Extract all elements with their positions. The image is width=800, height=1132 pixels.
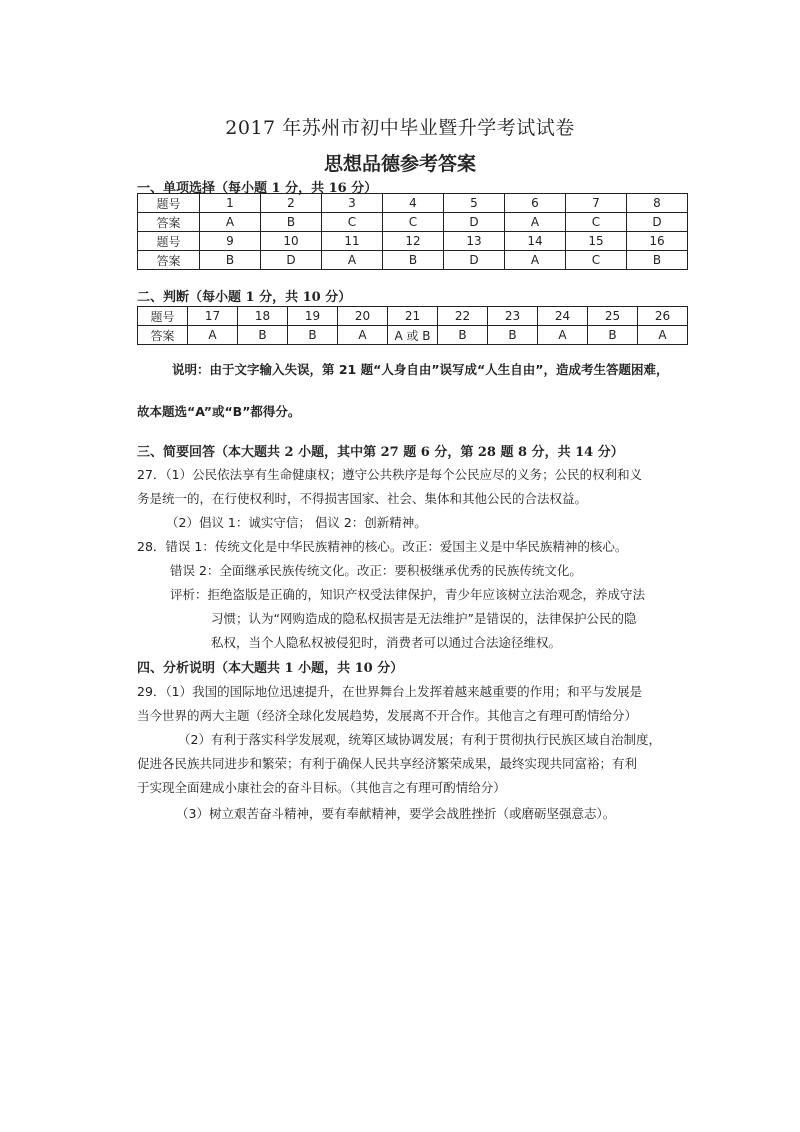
note-line-2: 故本题选“A”或“B”都得分。 (137, 404, 301, 419)
table-cell: 9 (200, 232, 261, 251)
table-cell: A (338, 326, 388, 345)
table-cell: 13 (444, 232, 505, 251)
answer-line: 促进各民族共同进步和繁荣；有利于确保人民共享经济繁荣成果，最终实现共同富裕；有利 (137, 756, 638, 771)
row-label-answer: 答案 (138, 213, 200, 232)
table-cell: 22 (438, 307, 488, 326)
table-cell: 3 (322, 194, 383, 213)
answer-line: 28．错误 1：传统文化是中华民族精神的核心。改正：爱国主义是中华民族精神的核心。 (137, 539, 628, 554)
section1-heading: 一、单项选择（每小题 1 分，共 16 分） (137, 181, 378, 196)
table-cell: C (383, 213, 444, 232)
table-cell: 16 (627, 232, 688, 251)
answer-line: 于实现全面建成小康社会的奋斗目标。（其他言之有理可酌情给分） (137, 780, 506, 795)
table-cell: 21 (388, 307, 438, 326)
table-cell: B (438, 326, 488, 345)
table-cell: A (638, 326, 688, 345)
row-label-question: 题号 (138, 194, 200, 213)
section4-heading: 四、分析说明（本大题共 1 小题，共 10 分） (137, 661, 404, 676)
table-cell: D (627, 213, 688, 232)
table-row (138, 251, 688, 270)
table-cell: 10 (261, 232, 322, 251)
row-label-question: 题号 (138, 307, 188, 326)
answer-line: 当今世界的两大主题（经济全球化发展趋势，发展离不开合作。其他言之有理可酌情给分） (137, 708, 638, 723)
table-cell: C (566, 251, 627, 270)
section2-heading: 二、判断（每小题 1 分，共 10 分） (137, 290, 352, 305)
table-cell: A (505, 213, 566, 232)
table-cell: C (322, 213, 383, 232)
table-cell: B (588, 326, 638, 345)
answer-line: （2）倡议 1：诚实守信； 倡议 2：创新精神。 (166, 515, 427, 530)
table-cell: 12 (383, 232, 444, 251)
table-cell: 1 (200, 194, 261, 213)
table-cell: B (488, 326, 538, 345)
table-cell: A (322, 251, 383, 270)
answer-line: 29．（1）我国的国际地位迅速提升，在世界舞台上发挥着越来越重要的作用；和平与发展是 (137, 684, 643, 699)
table-cell: A (188, 326, 238, 345)
section3-heading: 三、简要回答（本大题共 2 小题，其中第 27 题 6 分，第 28 题 8 分，共 14 分） (137, 445, 624, 460)
table-cell: B (261, 213, 322, 232)
table-cell: B (627, 251, 688, 270)
answer-line: 习惯；认为“网购造成的隐私权损害是无法维护”是错误的，法律保护公民的隐 (211, 611, 637, 626)
answer-key-subtitle: 思想品德参考答案 (323, 153, 476, 175)
table-cell: 6 (505, 194, 566, 213)
table-cell: D (444, 251, 505, 270)
table-cell: 15 (566, 232, 627, 251)
row-label-answer: 答案 (138, 326, 188, 345)
table-cell: B (288, 326, 338, 345)
table-cell: 23 (488, 307, 538, 326)
table-cell: 8 (627, 194, 688, 213)
table-cell: 19 (288, 307, 338, 326)
table-cell: 20 (338, 307, 388, 326)
table-cell: A (538, 326, 588, 345)
table-cell: A (200, 213, 261, 232)
table-cell: 11 (322, 232, 383, 251)
answer-line: （2）有利于落实科学发展观，统筹区域协调发展；有利于贯彻执行民族区域自治制度， (178, 732, 661, 747)
table-cell: 14 (505, 232, 566, 251)
table-cell: 17 (188, 307, 238, 326)
table-cell: 26 (638, 307, 688, 326)
table-cell: D (444, 213, 505, 232)
table-cell: 4 (383, 194, 444, 213)
table-row (138, 194, 688, 213)
answer-line: （3）树立艰苦奋斗精神，要有奉献精神，要学会战胜挫折（或磨砺坚强意志）。 (176, 806, 616, 821)
answer-line: 务是统一的，在行使权利时，不得损害国家、社会、集体和其他公民的合法权益。 (137, 491, 588, 506)
table-row (138, 213, 688, 232)
section1-table (137, 193, 688, 270)
table-cell: B (238, 326, 288, 345)
table-cell: A 或 B (388, 326, 438, 345)
table-row (138, 232, 688, 251)
table-cell: 2 (261, 194, 322, 213)
table-cell: B (200, 251, 261, 270)
row-label-question: 题号 (138, 232, 200, 251)
table-cell: D (261, 251, 322, 270)
answer-line: 27．（1）公民依法享有生命健康权；遵守公共秩序是每个公民应尽的义务；公民的权利和义 (137, 467, 643, 482)
table-row (138, 307, 688, 326)
table-cell: 7 (566, 194, 627, 213)
section2-table (137, 306, 688, 345)
exam-title: 2017 年苏州市初中毕业暨升学考试试卷 (225, 117, 575, 139)
answer-line: 私权，当个人隐私权被侵犯时，消费者可以通过合法途径维权。 (211, 635, 562, 650)
table-cell: 18 (238, 307, 288, 326)
table-cell: 25 (588, 307, 638, 326)
answer-line: 评析：拒绝盗版是正确的，知识产权受法律保护，青少年应该树立法治观念，养成守法 (170, 587, 646, 602)
answer-line: 错误 2：全面继承民族传统文化。改正：要积极继承优秀的民族传统文化。 (170, 563, 582, 578)
table-cell: C (566, 213, 627, 232)
table-cell: A (505, 251, 566, 270)
row-label-answer: 答案 (138, 251, 200, 270)
table-cell: B (383, 251, 444, 270)
table-cell: 24 (538, 307, 588, 326)
table-cell: 5 (444, 194, 505, 213)
note-line-1: 说明：由于文字输入失误，第 21 题“人身自由”误写成“人生自由”，造成考生答题困难， (172, 362, 669, 377)
table-row (138, 326, 688, 345)
